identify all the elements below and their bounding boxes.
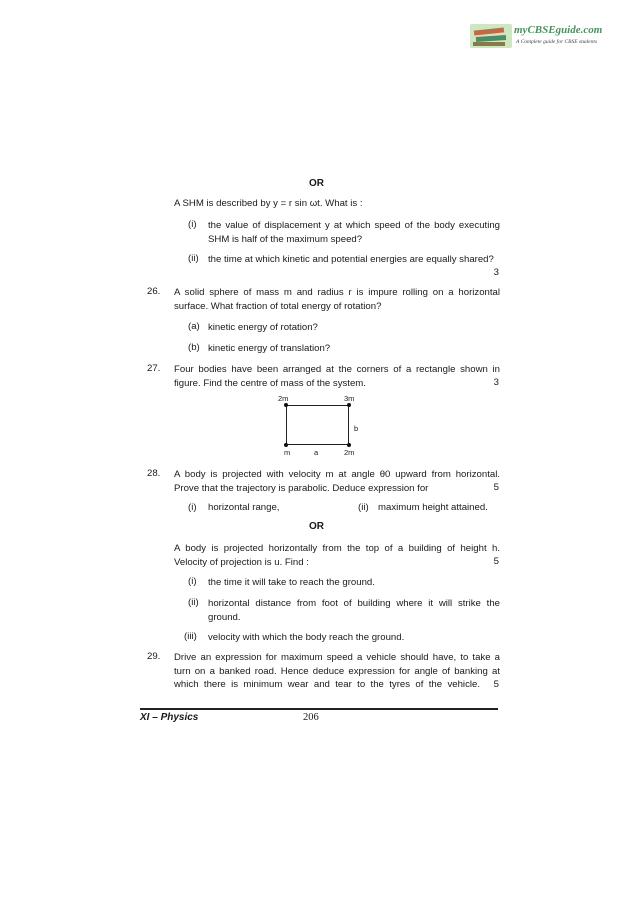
q28-alt-part-i-text: the time it will take to reach the ground.: [208, 577, 375, 588]
q29-marks: 5: [493, 679, 499, 690]
or-separator-2: OR: [309, 521, 324, 532]
rectangle-masses-figure: [270, 393, 370, 457]
label-top-right-mass: 3m: [344, 394, 355, 403]
q29-line-3: which there is minimum wear and tear to the tyres of the vehicle.: [174, 679, 480, 690]
footer-subject: XI – Physics: [140, 712, 199, 723]
site-logo: [470, 22, 603, 52]
q25-part-ii-text: the time at which kinetic and potential energies are equally shared?: [208, 254, 494, 265]
q28-number: 28.: [147, 468, 161, 479]
q26-part-a-label: (a): [188, 321, 200, 332]
label-bottom-left-mass: m: [284, 448, 291, 457]
q28-alt-marks: 5: [493, 556, 499, 567]
q29-number: 29.: [147, 651, 161, 662]
q25-part-i-label: (i): [188, 219, 197, 230]
mass-point-top-right: [347, 403, 351, 407]
page-number: 206: [303, 712, 319, 723]
label-side-b: b: [354, 424, 359, 433]
q28-alt-line-2: Velocity of projection is u. Find :: [174, 557, 309, 568]
q25-part-ii-label: (ii): [188, 253, 199, 264]
q27-line-1: Four bodies have been arranged at the corners of a rectangle shown in: [174, 364, 500, 375]
logo-name: myCBSEguide.com: [514, 24, 603, 36]
q28-marks: 5: [493, 482, 499, 493]
q26-text: A solid sphere of mass m and radius r is impure rolling on a horizontal surface. What fraction of total energy of rotation?: [174, 287, 500, 312]
q25-alt-intro: A SHM is described by y = r sin ωt. What is :: [174, 198, 363, 209]
q27-line-2: figure. Find the centre of mass of the system.: [174, 378, 366, 389]
q28-part-ii-text: maximum height attained.: [378, 502, 488, 513]
q28-alt-part-i-label: (i): [188, 576, 197, 587]
or-separator-1: OR: [309, 178, 324, 189]
label-base-a: a: [314, 448, 319, 457]
q29-line-1: Drive an expression for maximum speed a vehicle should have, to take a: [174, 652, 500, 663]
q26-part-a-text: kinetic energy of rotation?: [208, 322, 318, 333]
q28-line-1: A body is projected with velocity m at angle θ0 upward from horizontal.: [174, 469, 500, 480]
q26-number: 26.: [147, 286, 161, 297]
q28-alt-part-ii-text: horizontal distance from foot of building where it will strike the ground.: [208, 598, 500, 623]
mass-point-bottom-left: [284, 443, 288, 447]
books-logo-icon: [470, 24, 512, 48]
q28-part-i-label: (i): [188, 502, 197, 513]
q28-part-ii-label: (ii): [358, 502, 369, 513]
q28-alt-line-1: A body is projected horizontally from the top of a building of height h.: [174, 543, 500, 554]
footer-rule: [140, 708, 498, 710]
q27-marks: 3: [493, 377, 499, 388]
q28-alt-part-iii-label: (iii): [184, 631, 197, 642]
q25-marks: 3: [493, 267, 499, 278]
q28-alt-part-iii-text: velocity with which the body reach the ground.: [208, 632, 405, 643]
q28-line-2: Prove that the trajectory is parabolic. Deduce expression for: [174, 483, 429, 494]
mass-point-top-left: [284, 403, 288, 407]
label-top-left-mass: 2m: [278, 394, 289, 403]
logo-tagline: A Complete guide for CBSE students: [516, 39, 598, 45]
mass-point-bottom-right: [347, 443, 351, 447]
q29-line-2: turn on a banked road. Hence deduce expression for angle of banking at: [174, 666, 500, 677]
q25-part-i-text: the value of displacement y at which speed of the body executing SHM is half of the maximum speed?: [208, 220, 500, 245]
q26-part-b-text: kinetic energy of translation?: [208, 343, 331, 354]
q28-part-i-text: horizontal range,: [208, 502, 280, 513]
rectangle-outline: [286, 405, 349, 445]
q27-number: 27.: [147, 363, 161, 374]
q28-alt-part-ii-label: (ii): [188, 597, 199, 608]
q26-part-b-label: (b): [188, 342, 200, 353]
label-bottom-right-mass: 2m: [344, 448, 355, 457]
